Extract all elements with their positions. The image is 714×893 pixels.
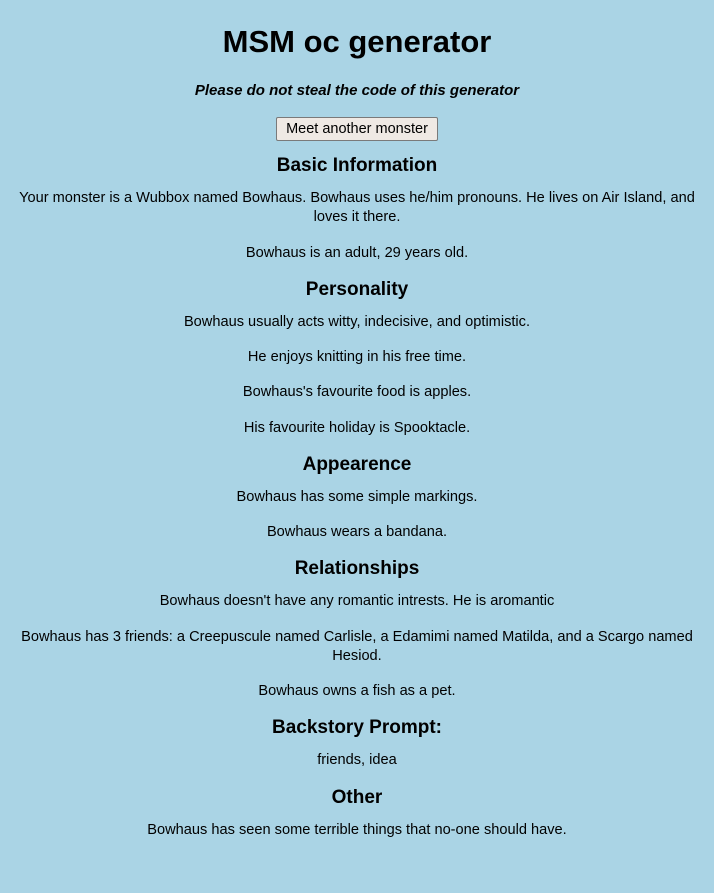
appearence-line-1: Bowhaus has some simple markings. (236, 488, 478, 505)
section-heading-backstory-prompt: Backstory Prompt: (272, 717, 442, 739)
basic-information-line-1: Your monster is a Wubbox named Bowhaus. Bowhaus uses he/him pronouns. He lives on Air Island, and loves it there. (19, 190, 695, 226)
page-title: MSM oc generator (222, 24, 492, 59)
backstory-prompt-line-1: friends, idea (317, 752, 397, 769)
section-heading-relationships: Relationships (294, 558, 420, 580)
relationships-line-1: Bowhaus doesn't have any romantic intrests. He is aromantic (159, 593, 555, 610)
personality-line-2: He enjoys knitting in his free time. (247, 349, 467, 365)
section-heading-personality: Personality (305, 278, 409, 300)
generate-button-row (8, 117, 706, 141)
personality-line-3: Bowhaus's favourite food is apples. (242, 384, 472, 401)
appearence-line-2: Bowhaus wears a bandana. (266, 524, 448, 540)
personality-line-1: Bowhaus usually acts witty, indecisive, and optimistic. (183, 313, 531, 330)
section-heading-appearence: Appearence (302, 453, 412, 475)
relationships-line-3: Bowhaus owns a fish as a pet. (258, 683, 456, 699)
basic-information-line-2: Bowhaus is an adult, 29 years old. (245, 244, 469, 261)
relationships-line-2: Bowhaus has 3 friends: a Creepuscule named Carlisle, a Edamimi named Matilda, and a Scargo named Hesiod. (21, 628, 693, 664)
section-heading-other: Other (331, 786, 383, 808)
meet-another-monster-button[interactable]: Meet another monster (276, 117, 438, 141)
other-line-1: Bowhaus has seen some terrible things that no-one should have. (147, 821, 567, 838)
page-subtitle: Please do not steal the code of this generator (194, 82, 520, 99)
personality-line-4: His favourite holiday is Spooktacle. (243, 419, 471, 436)
section-heading-basic-information: Basic Information (276, 155, 438, 176)
